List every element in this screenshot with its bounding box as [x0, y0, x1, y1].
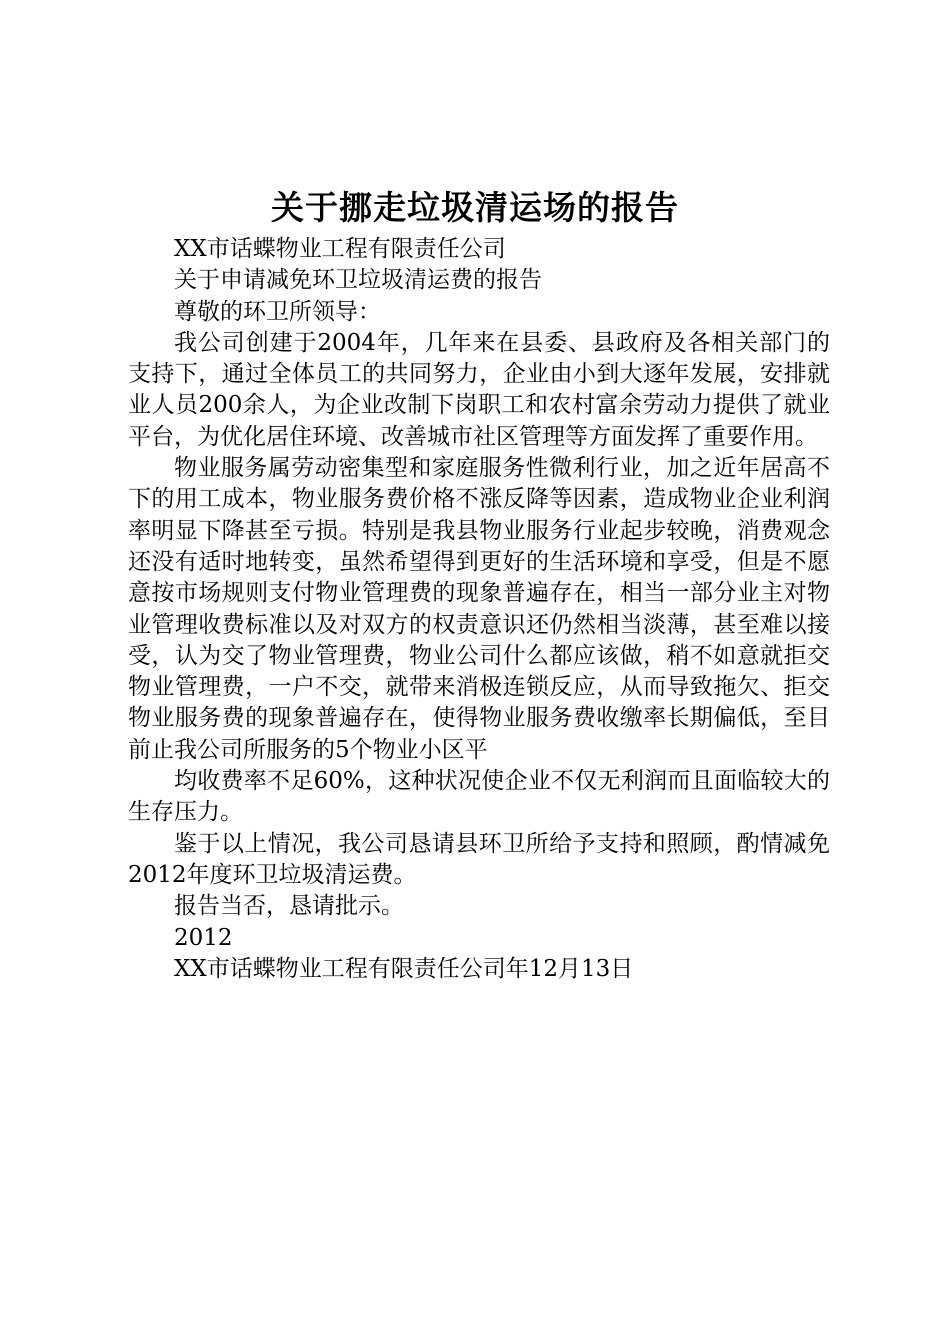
closing-line: 报告当否，恳请批示。 — [174, 893, 404, 920]
body-paragraph-intro: 我公司创建于2004年，几年来在县委、县政府及各相关部门的支持下，通过全体员工的共同努力，企业由小到大逐年发展，安排就业人员200余人，为企业改制下岗职工和农村富余劳动力提供了就业平台，为优化居住环境、改善城市社区管理等方面发挥了重要作用。 — [128, 329, 830, 450]
document-title: 关于挪走垃圾清运场的报告 — [271, 188, 679, 227]
document-body — [128, 234, 830, 985]
company-name-line: XX市话蝶物业工程有限责任公司 — [174, 236, 506, 262]
year-line: 2012 — [174, 924, 233, 951]
body-paragraph-industry: 物业服务属劳动密集型和家庭服务性微利行业，加之近年居高不下的用工成本，物业服务费价格不涨反降等因素，造成物业企业利润率明显下降甚至亏损。特别是我县物业服务行业起步较晚，消费观念还没有适时地转变，虽然希望得到更好的生活环境和享受，但是不愿意按市场规则支付物业管理费的现象普遍存在，相当一部分业主对物业管理收费标准以及对双方的权责意识还仍然相当淡薄，甚至难以接受，认为交了物业管理费，物业公司什么都应该做，稍不如意就拒交物业管理费，一户不交，就带来消极连锁反应，从而导致拖欠、拒交物业服务费的现象普遍存在，使得物业服务费收缴率长期偏低，至目前止我公司所服务的5个物业小区平 — [128, 455, 830, 763]
body-paragraph-request: 鉴于以上情况，我公司恳请县环卫所给予支持和照顾，酌情减免2012年度环卫垃圾清运费。 — [128, 830, 830, 888]
salutation: 尊敬的环卫所领导： — [174, 298, 381, 325]
body-paragraph-collection-rate: 均收费率不足60%，这种状况使企业不仅无利润而且面临较大的生存压力。 — [128, 768, 830, 826]
signature-date-line: XX市话蝶物业工程有限责任公司年12月13日 — [174, 955, 634, 982]
report-subject-line: 关于申请减免环卫垃圾清运费的报告 — [174, 267, 542, 294]
